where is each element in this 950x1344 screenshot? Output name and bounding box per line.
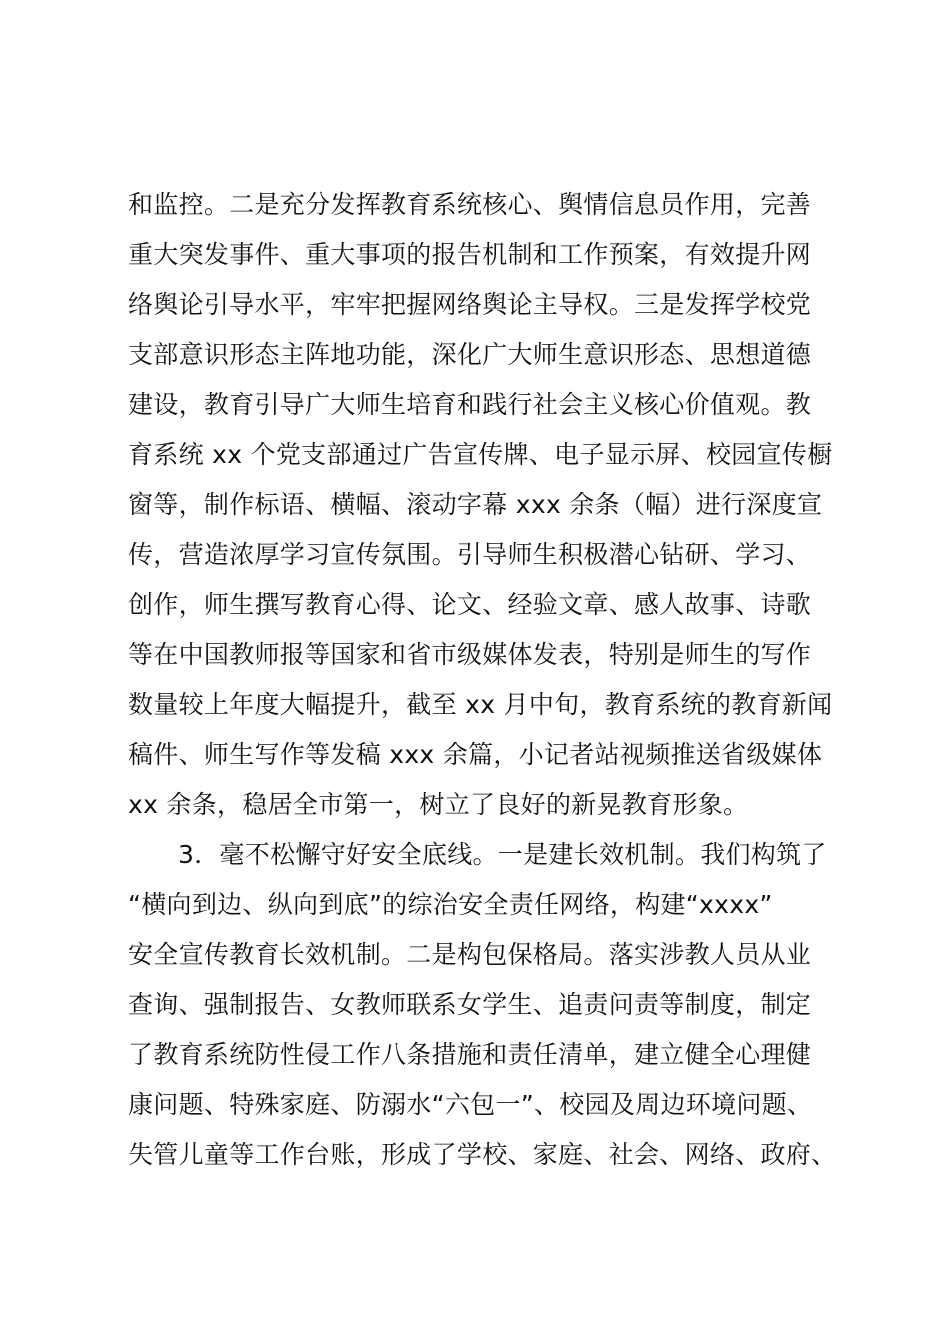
text-line: 传，营造浓厚学习宣传氛围。引导师生积极潜心钻研、学习、 (128, 540, 812, 569)
text-line: 创作，师生撰写教育心得、论文、经验文章、感人故事、诗歌 (128, 590, 812, 619)
text-line: xx 余条，稳居全市第一，树立了良好的新晃教育形象。 (128, 790, 749, 819)
text-line: 支部意识形态主阵地功能，深化广大师生意识形态、思想道德 (128, 340, 812, 369)
text-line: 络舆论引导水平，牢牢把握网络舆论主导权。三是发挥学校党 (128, 290, 812, 319)
text-line: 稿件、师生写作等发稿 xxx 余篇，小记者站视频推送省级媒体 (128, 740, 823, 769)
text-line: 查询、强制报告、女教师联系女学生、追责问责等制度，制定 (128, 990, 812, 1019)
section-heading-line: 3．毫不松懈守好安全底线。一是建长效机制。我们构筑了 (178, 840, 827, 869)
text-line: 窗等，制作标语、横幅、滚动字幕 xxx 余条（幅）进行深度宣 (128, 490, 823, 519)
text-line: 失管儿童等工作台账，形成了学校、家庭、社会、网络、政府、 (128, 1140, 837, 1169)
text-line: 数量较上年度大幅提升，截至 xx 月中旬，教育系统的教育新闻 (128, 690, 833, 719)
text-line: 康问题、特殊家庭、防溺水“六包一”、校园及周边环境问题、 (128, 1090, 813, 1119)
text-line: 安全宣传教育长效机制。二是构包保格局。落实涉教人员从业 (128, 940, 812, 969)
text-line: 建设，教育引导广大师生培育和践行社会主义核心价值观。教 (128, 390, 812, 419)
text-line: 了教育系统防性侵工作八条措施和责任清单，建立健全心理健 (128, 1040, 812, 1069)
text-line: 重大突发事件、重大事项的报告机制和工作预案，有效提升网 (128, 240, 812, 269)
text-line: “横向到边、纵向到底”的综治安全责任网络，构建“xxxx” (128, 890, 773, 919)
text-line: 等在中国教师报等国家和省市级媒体发表，特别是师生的写作 (128, 640, 812, 669)
text-line: 育系统 xx 个党支部通过广告宣传牌、电子显示屏、校园宣传橱 (128, 440, 833, 469)
text-line: 和监控。二是充分发挥教育系统核心、舆情信息员作用，完善 (128, 190, 812, 219)
